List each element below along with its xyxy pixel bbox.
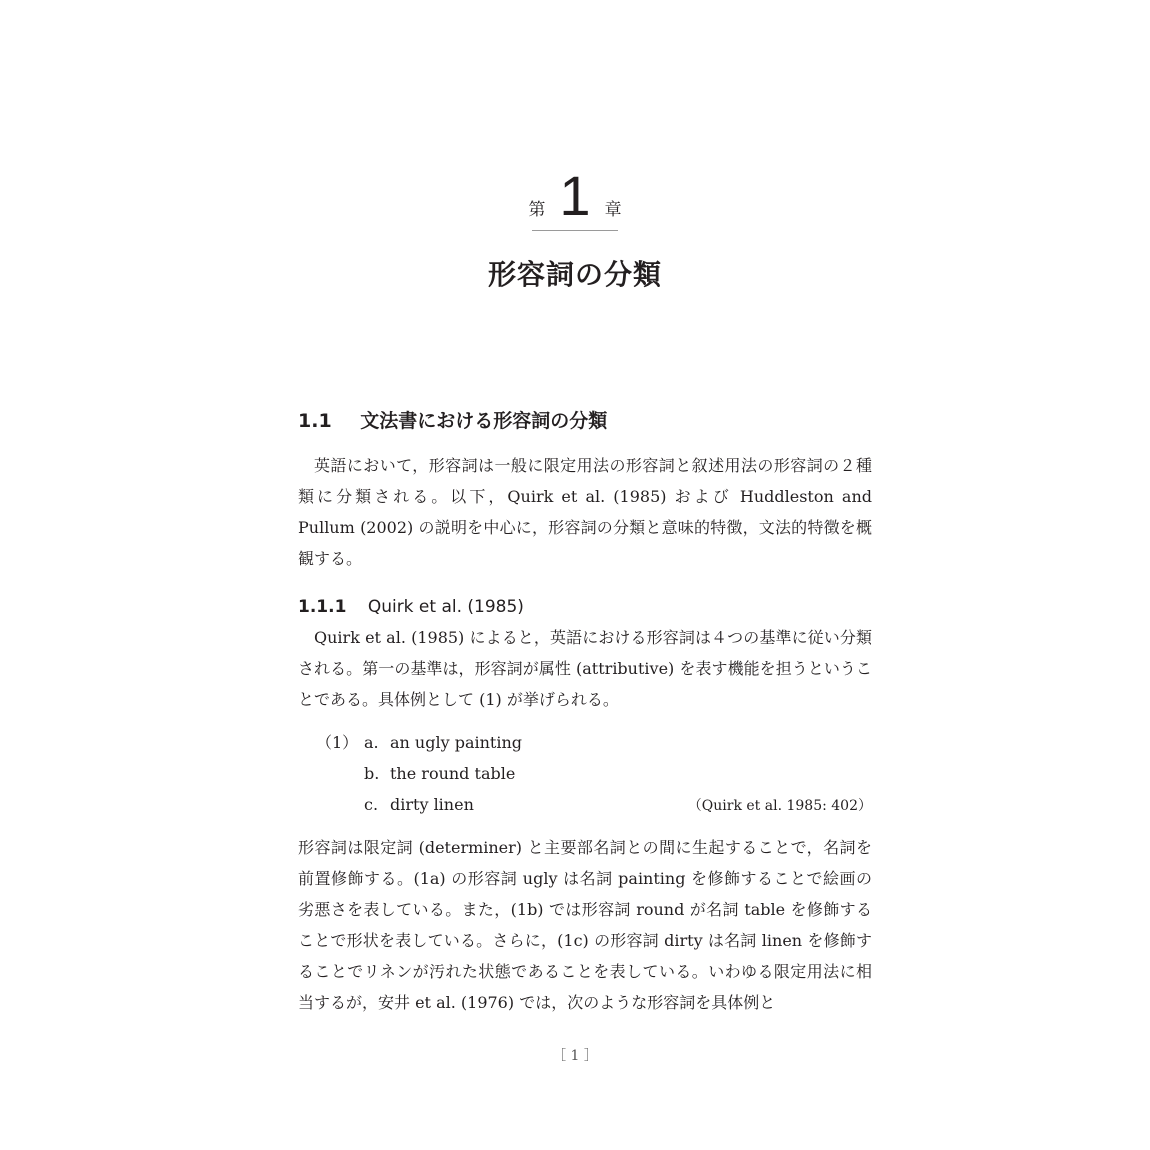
- closing-paragraph-text: 形容詞は限定詞 (determiner) と主要部名詞との間に生起することで，名詞を前置修飾する。(1a) の形容詞 ugly は名詞 painting を修飾することで絵画の劣悪さを表している。また，(1b) では形容詞 round が名詞 table を修飾することで形状を表している。さらに，(1c) の形容詞 dirty は名詞 linen を修飾することでリネンが汚れた状態であることを表している。いわゆる限定用法に相当するが，安井 et al. (1976) では，次のような形容詞を具体例と: [298, 838, 872, 1012]
- body-column: [298, 404, 872, 1018]
- subsection-title: Quirk et al. (1985): [367, 597, 524, 617]
- example-text: dirty linen: [390, 795, 474, 814]
- example-letter: c.: [364, 795, 379, 814]
- section-paragraph-text: 英語において，形容詞は一般に限定用法の形容詞と叙述用法の形容詞の２種類に分類される。以下，Quirk et al. (1985) および Huddleston and Pullum (2002) の説明を中心に，形容詞の分類と意味的特徴，文法的特徴を概観する。: [298, 456, 872, 568]
- subsection-heading: [298, 592, 872, 622]
- section-heading: [298, 404, 872, 438]
- chapter-title: 形容詞の分類: [487, 258, 662, 291]
- chapter-label: [528, 164, 622, 227]
- example-item: [298, 758, 872, 789]
- example-text: the round table: [390, 764, 516, 783]
- example-item: [298, 789, 872, 820]
- chapter-suffix: 章: [604, 200, 622, 220]
- chapter-rule: [532, 230, 618, 231]
- subsection-number: 1.1.1: [298, 597, 347, 617]
- example-list: [298, 727, 872, 820]
- example-text: an ugly painting: [390, 733, 523, 752]
- section-number: 1.1: [298, 410, 332, 432]
- example-citation: （Quirk et al. 1985: 402）: [687, 798, 872, 814]
- chapter-heading: [0, 164, 1150, 293]
- example-item: [298, 727, 872, 758]
- closing-paragraph: [298, 832, 872, 1018]
- chapter-prefix: 第: [528, 200, 546, 220]
- example-letter: a.: [364, 733, 379, 752]
- example-number: （1）: [316, 733, 359, 752]
- page-number: ［ 1 ］: [552, 1048, 598, 1064]
- chapter-number: 1: [559, 164, 591, 227]
- subsection-paragraph-text: Quirk et al. (1985) によると，英語における形容詞は４つの基準に従い分類される。第一の基準は，形容詞が属性 (attributive) を表す機能を担うということである。具体例として (1) が挙げられる。: [298, 628, 872, 709]
- subsection-paragraph: [298, 622, 872, 715]
- example-letter: b.: [364, 764, 380, 783]
- section-paragraph: [298, 450, 872, 574]
- section-title: 文法書における形容詞の分類: [360, 410, 608, 432]
